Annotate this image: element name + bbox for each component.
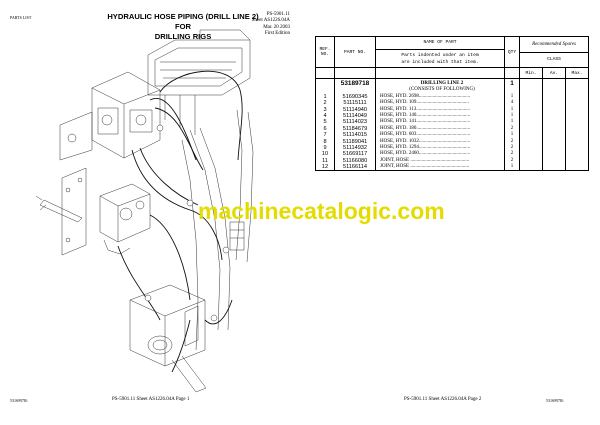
- ref-column: [316, 79, 335, 171]
- qty: 2: [510, 144, 514, 150]
- indent-note: [376, 49, 504, 66]
- part-name: JOINT, HOSE ...............................................: [380, 157, 470, 163]
- watermark: machinecatalogic.com: [198, 198, 445, 224]
- part-number: 51114023: [342, 119, 368, 126]
- ref-header-line-1: REF.: [319, 47, 331, 52]
- recommended-spares-header: Recommended Spares: [520, 37, 589, 53]
- title-line-3: DRILLING RIGS: [154, 32, 212, 41]
- name-of-part-header: [376, 37, 505, 68]
- part-name: HOSE, HYD. 180...........................................: [380, 125, 471, 131]
- ref-1: 1: [323, 93, 327, 100]
- part-number: 51166080: [342, 157, 368, 164]
- qty: 2: [510, 157, 514, 163]
- qty: 1: [510, 132, 514, 138]
- qty: 4: [510, 100, 514, 106]
- part-name-column: [376, 79, 505, 171]
- ref-2: 2: [323, 100, 327, 107]
- max-column: [566, 79, 589, 171]
- qty: 1: [510, 93, 514, 99]
- ref-3: 3: [323, 106, 327, 113]
- part-number: 51669117: [342, 151, 368, 158]
- right-footer-page: PS-5901.11 Sheet AS1226.04A Page 2: [404, 397, 482, 402]
- min-header: Min.: [520, 68, 543, 79]
- part-name: JOINT, HOSE ...............................................: [380, 164, 470, 170]
- edition: First Edition: [264, 31, 290, 37]
- part-no-header: PART NO.: [335, 37, 376, 68]
- ref-10: 10: [321, 151, 329, 158]
- part-subheader-empty: [335, 68, 376, 79]
- part-number: 51114932: [342, 144, 368, 151]
- parts-list-label: PARTS LIST: [10, 15, 32, 20]
- av-column: [543, 79, 566, 171]
- part-number: 51114049: [342, 112, 368, 119]
- ref-4: 4: [323, 112, 327, 119]
- ref-12: 12: [321, 164, 329, 171]
- sheet-number: Sheet AS1226.04A: [251, 18, 290, 24]
- qty: 2: [510, 125, 514, 131]
- part-number: 51114015: [342, 132, 368, 139]
- assembly-qty: 1: [510, 80, 514, 87]
- part-number: 51189041: [342, 138, 368, 145]
- assembly-consists-note: (CONSISTS OF FOLLOWING): [409, 87, 475, 93]
- ref-no-header: [316, 37, 335, 68]
- part-number: 51184679: [342, 125, 368, 132]
- max-header: Max.: [566, 68, 589, 79]
- part-name: HOSE, HYD. 109..........................................: [380, 100, 469, 106]
- parts-table: [315, 36, 589, 171]
- indent-note-line-2: are included with that item.: [401, 59, 479, 65]
- part-name: HOSE, HYD. 1294.........................................: [380, 144, 471, 150]
- issue-date: Mar. 20 2003: [263, 24, 290, 30]
- ref-8: 8: [323, 138, 327, 145]
- qty: 2: [510, 151, 514, 157]
- document-number: PS-5901.11: [266, 12, 290, 17]
- qty-subheader-empty: [505, 68, 520, 79]
- qty: 2: [510, 138, 514, 144]
- part-name: HOSE, HYD. 603...........................................: [380, 132, 471, 138]
- assembly-part-number: 53189718: [340, 80, 370, 87]
- ref-5: 5: [323, 119, 327, 126]
- right-footer-code: 5316997I6: [546, 398, 564, 403]
- part-name: HOSE, HYD. 141...........................................: [380, 119, 471, 125]
- left-footer-code: 5316997I6: [10, 398, 28, 403]
- qty: 1: [510, 106, 514, 112]
- title-line-2: FOR: [174, 22, 192, 31]
- qty: 1: [510, 112, 514, 118]
- assembly-name: DRILLING LINE 2: [420, 81, 464, 86]
- min-column: [520, 79, 543, 171]
- part-number: 51115111: [343, 100, 367, 107]
- av-header: Av.: [543, 68, 566, 79]
- part-number: 51690345: [342, 93, 368, 100]
- part-name: HOSE, HYD. 2698.........................................: [380, 93, 471, 99]
- qty-column: [505, 79, 520, 171]
- qty: 1: [510, 164, 514, 170]
- part-number-column: [335, 79, 376, 171]
- name-header-title: NAME OF PART: [423, 39, 457, 45]
- ref-7: 7: [323, 132, 327, 139]
- left-footer-page: PS-5901.11 Sheet AS1226.04A Page 1: [112, 397, 190, 402]
- part-name: HOSE, HYD. 140...........................................: [380, 112, 471, 118]
- title-line-1: HYDRAULIC HOSE PIPING (DRILL LINE 2): [107, 12, 259, 21]
- indent-note-line-1: Parts indented under an item: [401, 52, 479, 58]
- name-subheader-empty: [376, 68, 505, 79]
- part-name: HOSE, HYD. 1032.........................................: [380, 138, 471, 144]
- ref-6: 6: [323, 125, 327, 132]
- ref-11: 11: [322, 157, 328, 164]
- part-number: 51166114: [342, 164, 368, 171]
- part-number: 51114940: [342, 106, 368, 113]
- class-header: CLASS: [520, 52, 589, 68]
- ref-header-line-2: NO.: [320, 52, 330, 57]
- qty-header: QTY: [505, 37, 520, 68]
- part-name: HOSE, HYD. 113...........................................: [380, 106, 470, 112]
- qty: 1: [510, 119, 514, 125]
- part-name: HOSE, HYD. 2460.........................................: [380, 151, 471, 157]
- ref-9: 9: [323, 144, 327, 151]
